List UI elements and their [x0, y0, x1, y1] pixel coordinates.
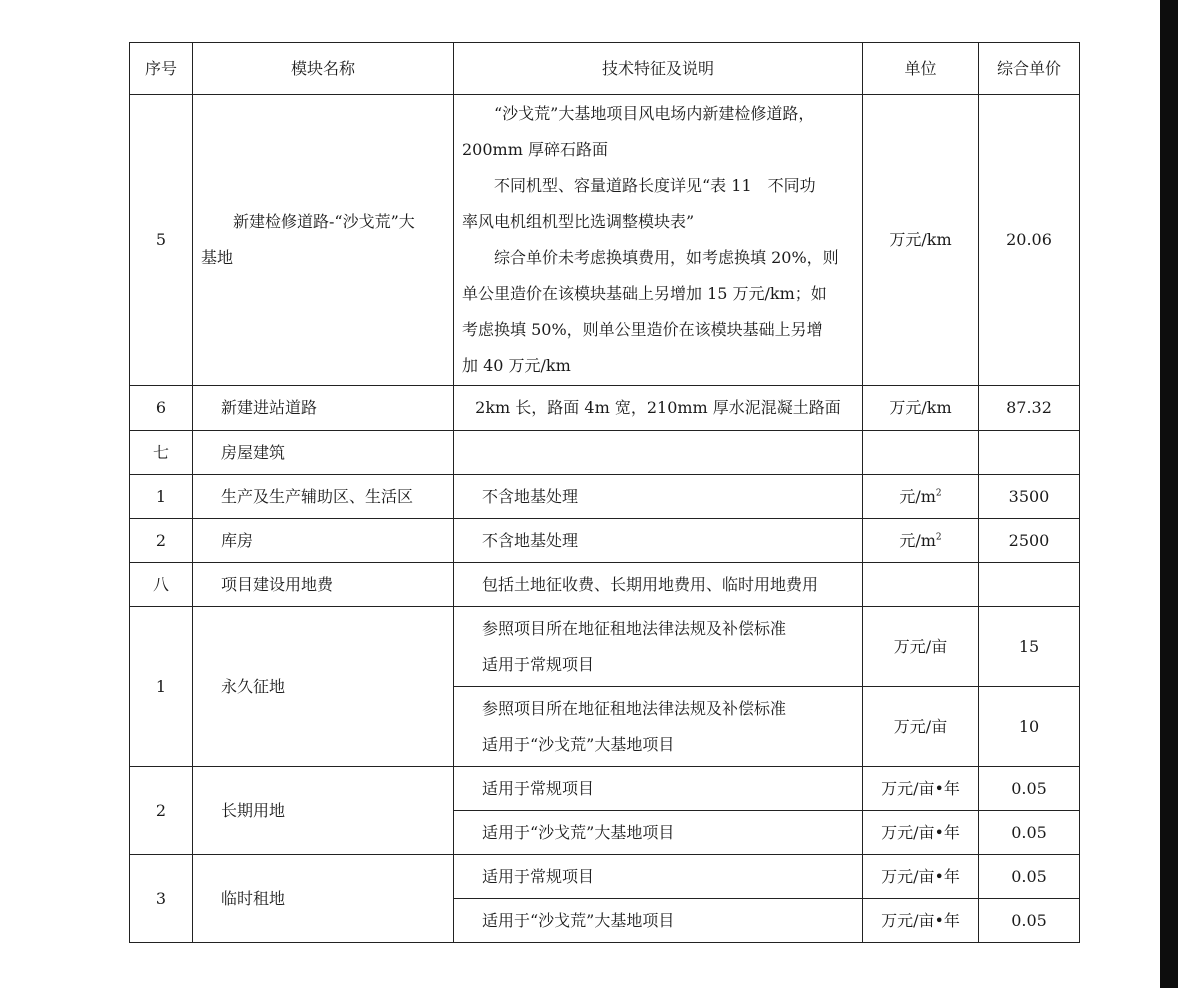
- row-seq: 3: [130, 855, 193, 943]
- row-feature: 适用于“沙戈荒”大基地项目: [454, 899, 863, 943]
- row-feature: 适用于常规项目: [454, 767, 863, 811]
- section-feature: 包括土地征收费、长期用地费用、临时用地费用: [454, 563, 863, 607]
- row-feature: 不含地基处理: [454, 475, 863, 519]
- row-price: 2500: [979, 519, 1080, 563]
- section-row: [130, 431, 1080, 475]
- table-row: [130, 95, 1080, 386]
- table-header-row: [130, 43, 1080, 95]
- row-price: 3500: [979, 475, 1080, 519]
- row-seq: 6: [130, 386, 193, 431]
- row-feature: “沙戈荒”大基地项目风电场内新建检修道路， 200mm 厚碎石路面 不同机型、容量道路长度详见“表 11 不同功 率风电机组机型比选调整模块表” 综合单价未考虑换填费用，如考虑换填 20%，则 单公里造价在该模块基础上另增加 15 万元/km；如 考虑换填 50%，则单公里造价在该模块基础上另增 加 40 万元/km: [454, 95, 863, 386]
- row-unit: 万元/亩•年: [863, 767, 979, 811]
- row-unit: 万元/亩: [863, 687, 979, 767]
- row-unit: 万元/km: [863, 386, 979, 431]
- row-unit: 万元/亩•年: [863, 811, 979, 855]
- section-row: [130, 563, 1080, 607]
- row-unit: 万元/亩: [863, 607, 979, 687]
- row-unit: 万元/km: [863, 95, 979, 386]
- row-unit: 元$/m^2$: [863, 475, 979, 519]
- header-seq: 序号: [130, 43, 193, 95]
- section-seq: 七: [130, 431, 193, 475]
- row-module-name: 新建检修道路-“沙戈荒”大 基地: [193, 95, 454, 386]
- table-row: [130, 475, 1080, 519]
- row-seq: 5: [130, 95, 193, 386]
- row-feature: 不含地基处理: [454, 519, 863, 563]
- header-module: 模块名称: [193, 43, 454, 95]
- table-row: [130, 386, 1080, 431]
- row-price: 0.05: [979, 811, 1080, 855]
- row-feature: 适用于“沙戈荒”大基地项目: [454, 811, 863, 855]
- row-price: 20.06: [979, 95, 1080, 386]
- row-price: 15: [979, 607, 1080, 687]
- section-name: 房屋建筑: [193, 431, 454, 475]
- table-row: [130, 855, 1080, 899]
- row-feature: 参照项目所在地征租地法律法规及补偿标准 适用于“沙戈荒”大基地项目: [454, 687, 863, 767]
- row-feature: 适用于常规项目: [454, 855, 863, 899]
- table-row: [130, 767, 1080, 811]
- table-row: [130, 607, 1080, 687]
- row-price: 0.05: [979, 767, 1080, 811]
- header-unit: 单位: [863, 43, 979, 95]
- row-module-name: 永久征地: [193, 607, 454, 767]
- table-row: [130, 519, 1080, 563]
- cost-module-table: [129, 42, 1080, 943]
- row-seq: 1: [130, 475, 193, 519]
- row-feature: 2km 长，路面 4m 宽，210mm 厚水泥混凝土路面: [454, 386, 863, 431]
- section-name: 项目建设用地费: [193, 563, 454, 607]
- row-module-name: 库房: [193, 519, 454, 563]
- row-price: 87.32: [979, 386, 1080, 431]
- header-price: 综合单价: [979, 43, 1080, 95]
- row-unit: 元$/m^2$: [863, 519, 979, 563]
- row-module-name: 新建进站道路: [193, 386, 454, 431]
- row-module-name: 长期用地: [193, 767, 454, 855]
- row-module-name: 临时租地: [193, 855, 454, 943]
- row-unit: 万元/亩•年: [863, 899, 979, 943]
- row-seq: 1: [130, 607, 193, 767]
- row-price: 0.05: [979, 899, 1080, 943]
- row-seq: 2: [130, 519, 193, 563]
- row-module-name: 生产及生产辅助区、生活区: [193, 475, 454, 519]
- scan-edge-band: [1160, 0, 1178, 988]
- row-unit: 万元/亩•年: [863, 855, 979, 899]
- row-seq: 2: [130, 767, 193, 855]
- row-feature: 参照项目所在地征租地法律法规及补偿标准 适用于常规项目: [454, 607, 863, 687]
- header-feature: 技术特征及说明: [454, 43, 863, 95]
- row-price: 0.05: [979, 855, 1080, 899]
- section-seq: 八: [130, 563, 193, 607]
- row-price: 10: [979, 687, 1080, 767]
